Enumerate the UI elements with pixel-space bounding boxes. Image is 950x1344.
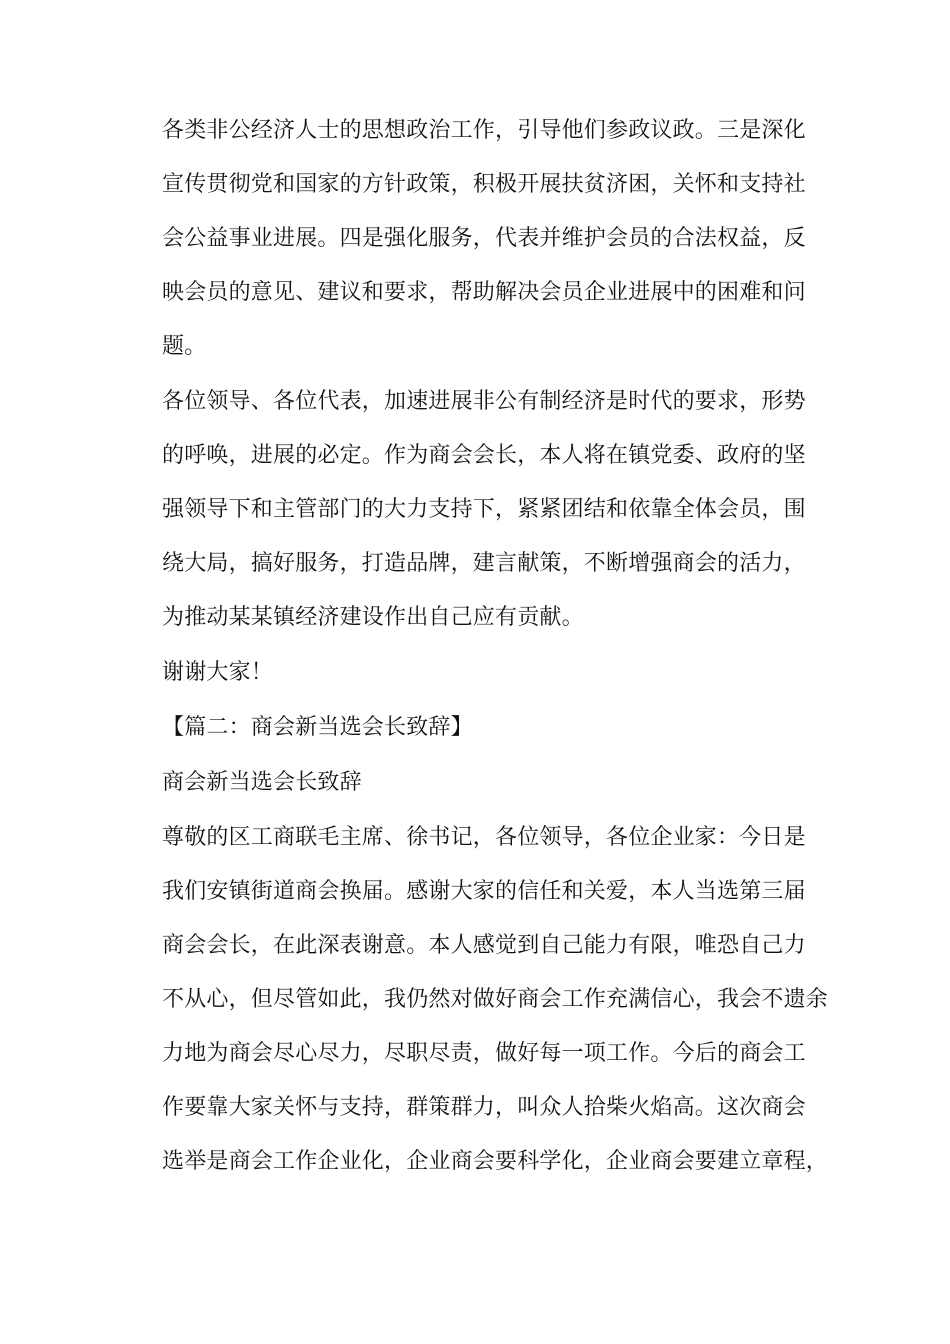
text-line: 不从心，但尽管如此，我仍然对做好商会工作充满信心，我会不遗余 <box>162 987 829 1012</box>
paragraph-1 <box>162 113 828 365</box>
text-line: 绕大局，搞好服务，打造品牌，建言献策，不断增强商会的活力， <box>162 551 806 576</box>
text-line: 力地为商会尽心尽力，尽职尽责，做好每一项工作。今后的商会工 <box>162 1041 806 1066</box>
text-line: 我们安镇街道商会换届。感谢大家的信任和关爱，本人当选第三届 <box>162 879 806 904</box>
text-line: 作要靠大家关怀与支持，群策群力，叫众人拾柴火焰高。这次商会 <box>162 1095 806 1120</box>
text-line: 的呼唤，进展的必定。作为商会会长，本人将在镇党委、政府的坚 <box>162 443 806 468</box>
section-heading: 【篇二：商会新当选会长致辞】 <box>162 715 473 740</box>
text-line: 强领导下和主管部门的大力支持下，紧紧团结和依靠全体会员，围 <box>162 497 806 522</box>
text-line: 题。 <box>162 334 207 359</box>
text-line: 各位领导、各位代表，加速进展非公有制经济是时代的要求，形势 <box>162 389 806 414</box>
text-line: 会公益事业进展。四是强化服务，代表并维护会员的合法权益，反 <box>162 226 806 251</box>
paragraph-2 <box>162 384 828 636</box>
text-line: 宣传贯彻党和国家的方针政策，积极开展扶贫济困，关怀和支持社 <box>162 172 806 197</box>
text-line: 为推动某某镇经济建设作出自己应有贡献。 <box>162 605 584 630</box>
paragraph-3 <box>162 820 828 1180</box>
text-line: 各类非公经济人士的思想政治工作，引导他们参政议政。三是深化 <box>162 118 806 143</box>
text-line: 商会会长，在此深表谢意。本人感觉到自己能力有限，唯恐自己力 <box>162 933 806 958</box>
document-body <box>162 113 828 1180</box>
section-title: 商会新当选会长致辞 <box>162 770 362 795</box>
text-line: 选举是商会工作企业化，企业商会要科学化，企业商会要建立章程， <box>162 1149 829 1174</box>
thanks-line: 谢谢大家！ <box>162 660 274 685</box>
text-line: 映会员的意见、建议和要求，帮助解决会员企业进展中的困难和问 <box>162 280 806 305</box>
text-line: 尊敬的区工商联毛主席、徐书记，各位领导，各位企业家：今日是 <box>162 825 806 850</box>
